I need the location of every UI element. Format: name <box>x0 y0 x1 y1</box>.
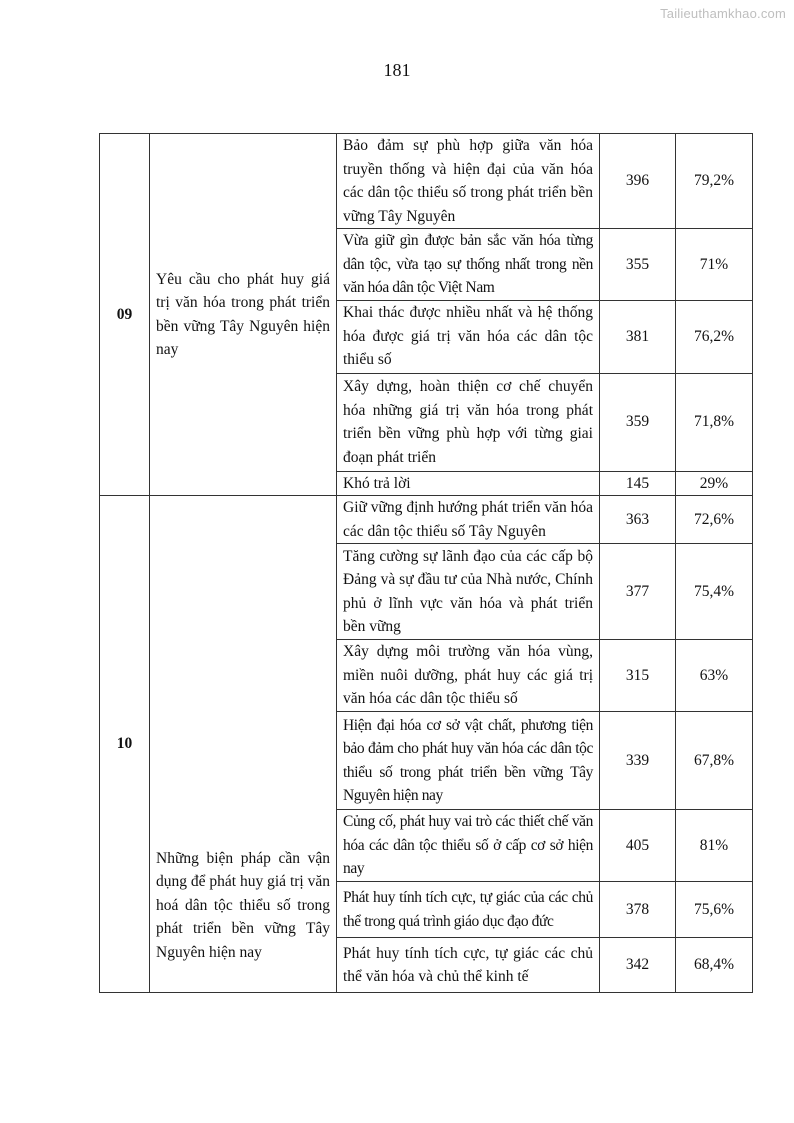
option-text: Vừa giữ gìn được bản sắc văn hóa từng dân tộc, vừa tạo sự thống nhất trong nền văn hóa dân tộc Việt Nam <box>337 229 600 301</box>
topic-cell: Yêu cầu cho phát huy giá trị văn hóa trong phát triển bền vững Tây Nguyên hiện nay <box>150 134 337 496</box>
option-text: Giữ vững định hướng phát triển văn hóa các dân tộc thiểu số Tây Nguyên <box>337 496 600 544</box>
option-text: Khó trả lời <box>337 471 600 496</box>
option-percent: 71% <box>676 229 753 301</box>
option-percent: 63% <box>676 640 753 712</box>
option-count: 396 <box>600 134 676 229</box>
survey-table <box>99 133 753 993</box>
option-count: 339 <box>600 712 676 810</box>
option-count: 405 <box>600 810 676 882</box>
option-text: Xây dựng môi trường văn hóa vùng, miền nuôi dưỡng, phát huy các giá trị văn hóa các dân tộc thiểu số <box>337 640 600 712</box>
option-percent: 72,6% <box>676 496 753 544</box>
option-count: 145 <box>600 471 676 496</box>
option-count: 378 <box>600 882 676 938</box>
option-count: 377 <box>600 544 676 640</box>
watermark: Tailieuthamkhao.com <box>660 6 786 21</box>
option-percent: 76,2% <box>676 300 753 373</box>
option-count: 342 <box>600 938 676 993</box>
option-count: 315 <box>600 640 676 712</box>
option-percent: 67,8% <box>676 712 753 810</box>
option-percent: 75,4% <box>676 544 753 640</box>
option-percent: 81% <box>676 810 753 882</box>
option-text: Khai thác được nhiều nhất và hệ thống hóa được giá trị văn hóa các dân tộc thiểu số <box>337 300 600 373</box>
option-text: Phát huy tính tích cực, tự giác các chủ thể văn hóa và chủ thể kinh tế <box>337 938 600 993</box>
option-text: Phát huy tính tích cực, tự giác của các chủ thể trong quá trình giáo dục đạo đức <box>337 882 600 938</box>
option-percent: 71,8% <box>676 373 753 471</box>
row-number: 09 <box>100 134 150 496</box>
option-count: 381 <box>600 300 676 373</box>
option-percent: 29% <box>676 471 753 496</box>
option-text: Xây dựng, hoàn thiện cơ chế chuyển hóa những giá trị văn hóa trong phát triển bền vững phù hợp với từng giai đoạn phát triển <box>337 373 600 471</box>
option-percent: 79,2% <box>676 134 753 229</box>
option-text: Hiện đại hóa cơ sở vật chất, phương tiện bảo đảm cho phát huy văn hóa các dân tộc thiểu số trong phát triển bền vững Tây Nguyên hiện nay <box>337 712 600 810</box>
option-text: Củng cố, phát huy vai trò các thiết chế văn hóa các dân tộc thiểu số ở cấp cơ sở hiện nay <box>337 810 600 882</box>
row-number: 10 <box>100 496 150 993</box>
option-count: 355 <box>600 229 676 301</box>
option-percent: 75,6% <box>676 882 753 938</box>
option-count: 359 <box>600 373 676 471</box>
topic-cell: Những biện pháp cần vận dụng để phát huy giá trị văn hoá dân tộc thiểu số trong phát triển bền vững Tây Nguyên hiện nay <box>150 496 337 993</box>
page-number: 181 <box>383 60 411 80</box>
table-row <box>100 134 753 229</box>
option-count: 363 <box>600 496 676 544</box>
table-row <box>100 496 753 544</box>
option-text: Tăng cường sự lãnh đạo của các cấp bộ Đảng và sự đầu tư của Nhà nước, Chính phủ ở lĩnh vực văn hóa và phát triển bền vững <box>337 544 600 640</box>
option-percent: 68,4% <box>676 938 753 993</box>
option-text: Bảo đảm sự phù hợp giữa văn hóa truyền thống và hiện đại của văn hóa các dân tộc thiểu số trong phát triển bền vững Tây Nguyên <box>337 134 600 229</box>
